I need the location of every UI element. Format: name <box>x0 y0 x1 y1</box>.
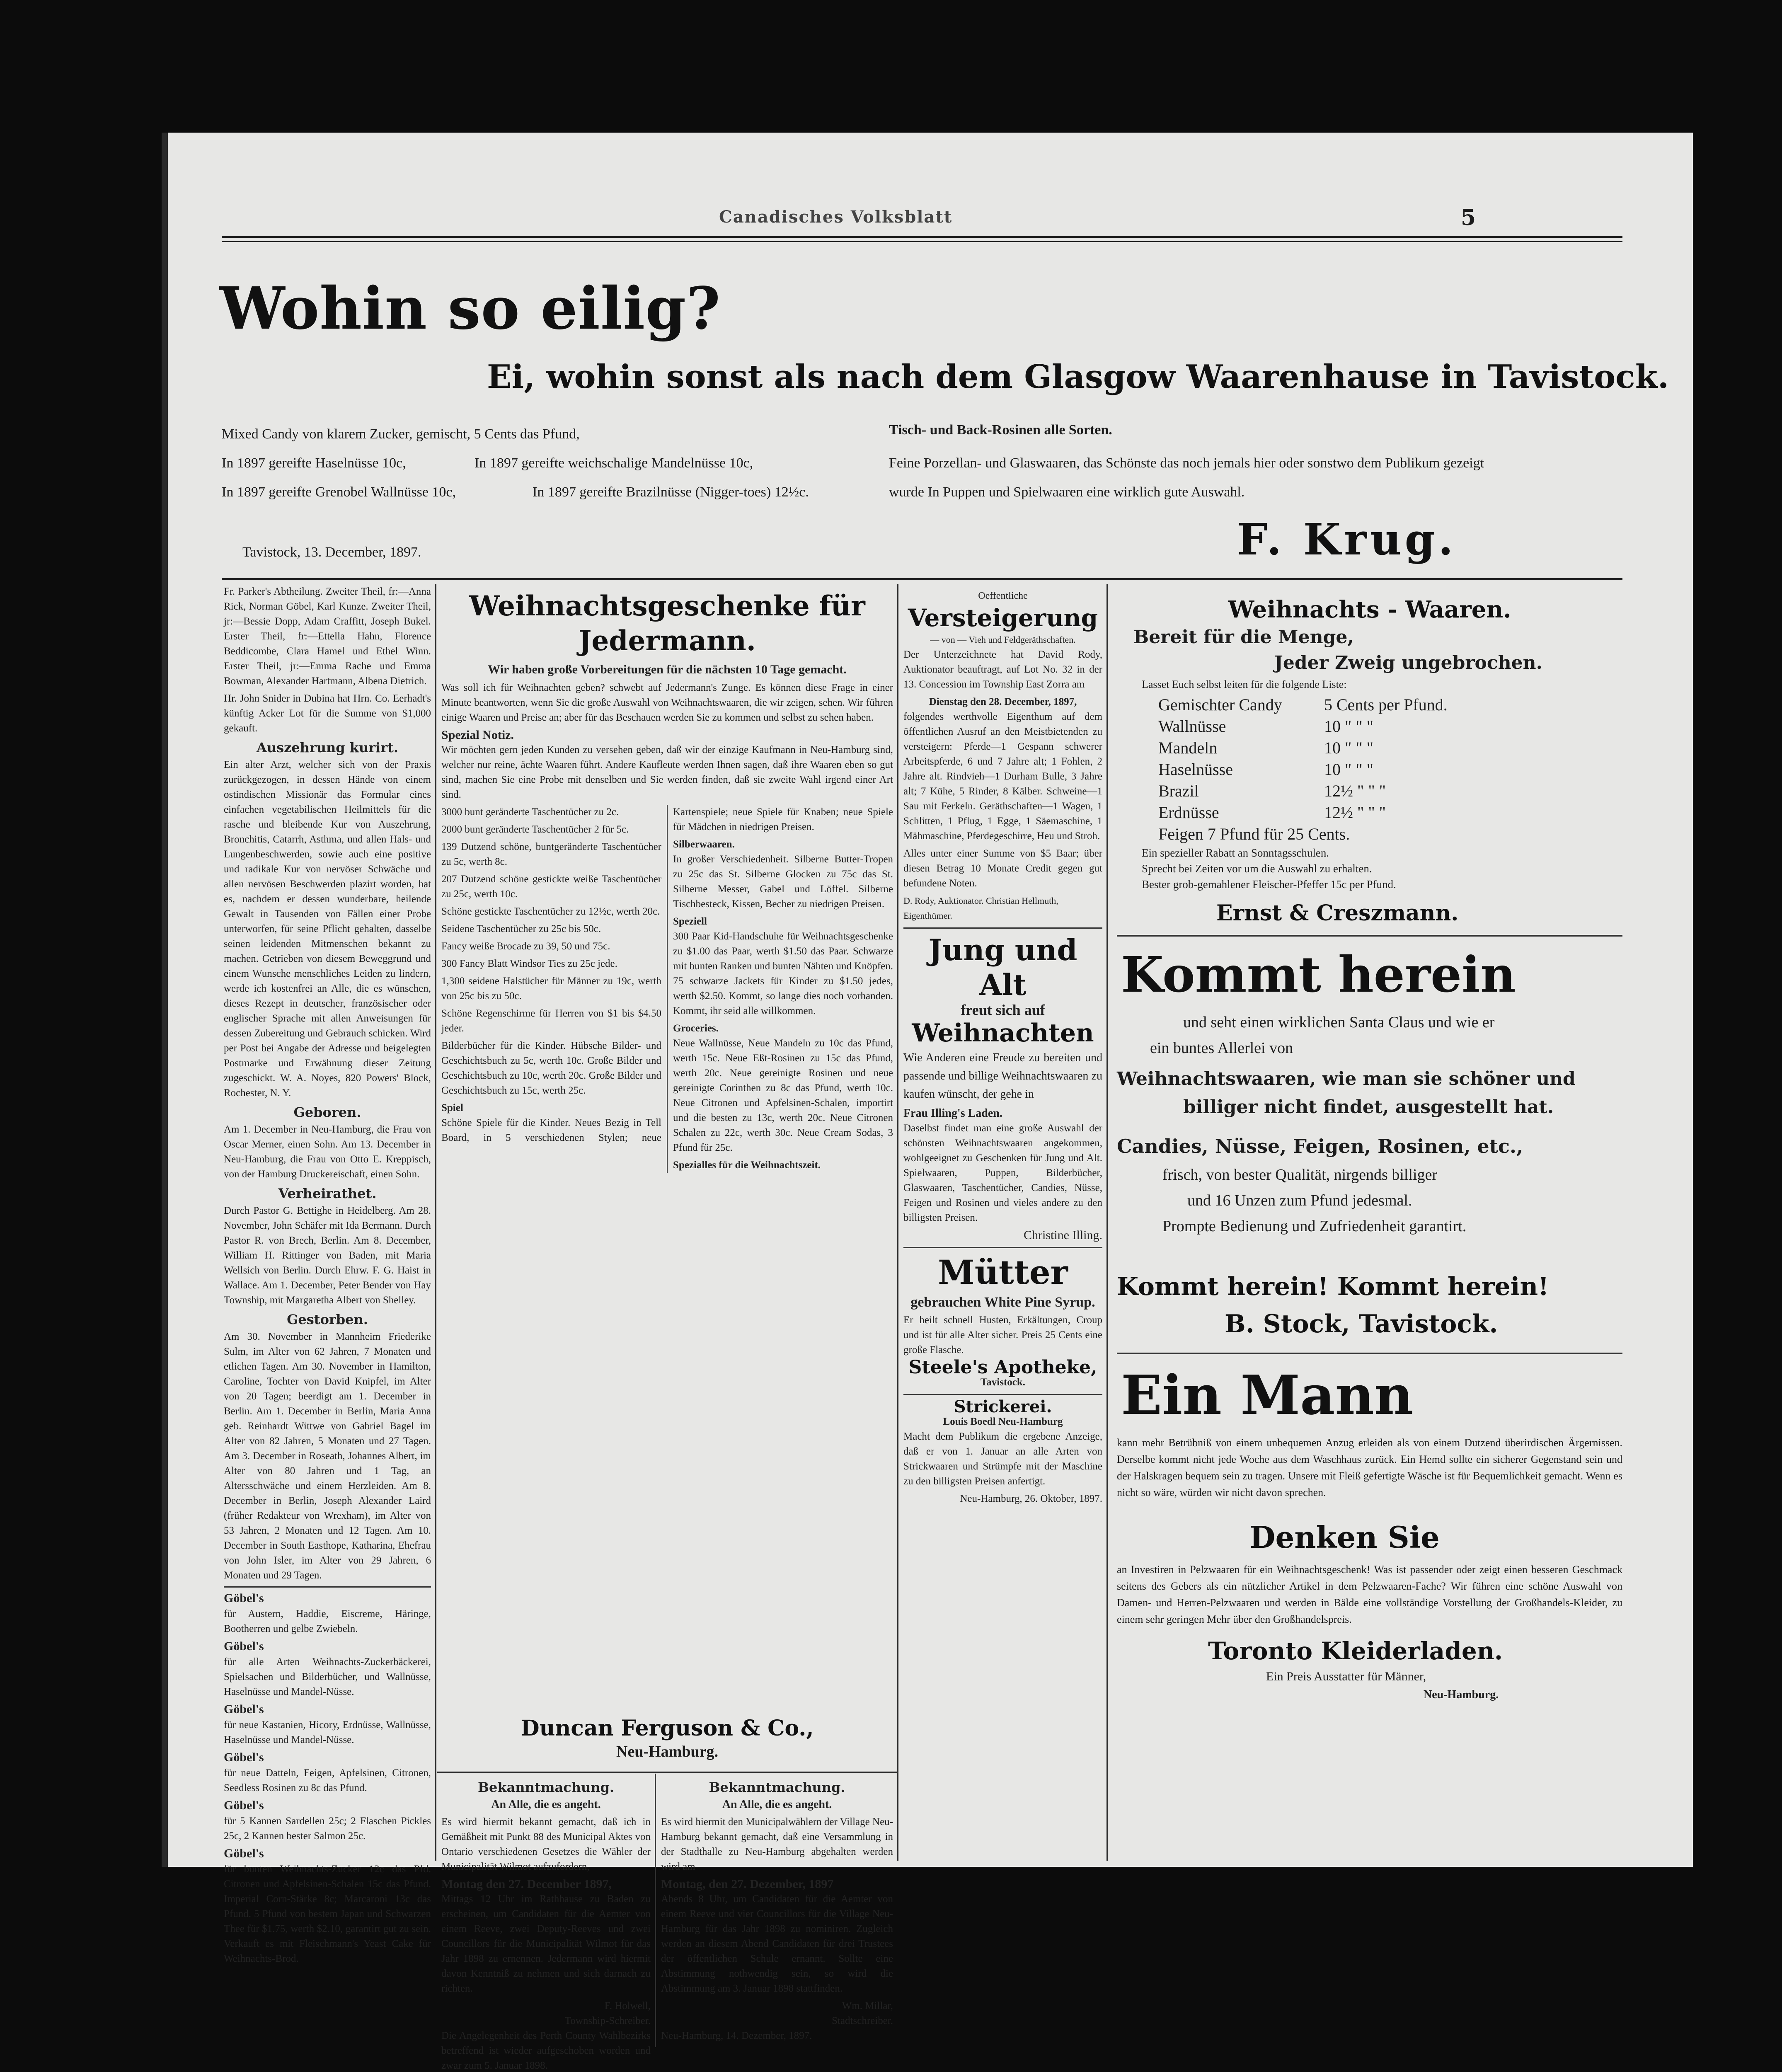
kommt-firm: B. Stock, Tavistock. <box>1225 1310 1498 1339</box>
goebel-name: Göbel's <box>224 1702 264 1716</box>
bekannt-text: Es wird hiermit bekannt gemacht, daß ich in Gemäßheit mit Punkt 88 des Municipal Aktes von Ontario verschiedenen Gesetzes die Wähler der Municipalität Wilmot aufzufordern, <box>441 1816 651 1872</box>
special-text: Wir möchten gern jeden Kunden zu versehen geben, daß wir der einzige Kaufmann in Neu-Hamburg sind, welcher nur reine, ächte Waaren führt. Andere Kaufleute werden Ihnen sagen, daß ihre Waaren eben so gut sind, machen Sie eine Probe mit denselben und Sie werden finden, daß sie zweite Wahl irgend einer Art sind. <box>441 744 893 800</box>
goebel-name: Göbel's <box>224 1798 264 1812</box>
price-item: Haselnüsse <box>1158 760 1233 779</box>
masthead-rule-bottom <box>222 241 1622 242</box>
died-title: Gestorben. <box>287 1312 368 1327</box>
column-4 <box>1117 588 1622 2039</box>
bekannt-text2: Abends 8 Uhr, um Candidaten für die Aemter von einem Reeve und vier Councillors für die Village Neu-Hamburg für das Jahr 1898 zu nominiren. Zugleich werden an diesem Abend Candidaten für drei Trustees der öffentlichen Schule ernannt. Sollte eine Abstimmung nothwendig sein, so wird die Abstimmung am 3. Januar 1898 stattfinden. <box>661 1893 893 1994</box>
price-item: Erdnüsse <box>1158 803 1219 822</box>
goebel-text: für neue Datteln, Feigen, Apfelsinen, Citronen, Seedless Rosinen zu 8c das Pfund. <box>224 1767 431 1794</box>
illing-shop: Frau Illing's Laden. <box>903 1107 1002 1120</box>
spezial2-text: 300 Paar Kid-Handschuhe für Weihnachtsgeschenke zu $1.00 das Paar, werth $1.50 das Paar. Schwarze mit bunten Ranken und bunten Nähten und Knöpfen. 75 schwarze Jackets für Kinder zu $1.50 jedes, werth $2.50. Kommt, so lange dies noch vorhanden. Kommt, ihr seid alle willkommen. <box>673 931 893 1017</box>
masthead-rule-top <box>222 236 1622 238</box>
price-table <box>1158 694 1531 845</box>
bekannt-signer-title: Stadtschreiber. <box>832 2015 893 2026</box>
page-number: 5 <box>1461 205 1476 230</box>
banner-right-line-1: Tisch- und Back-Rosinen alle Sorten. <box>889 422 1112 438</box>
bekanntmachung-2 <box>661 1776 893 2045</box>
kommt-rule-top <box>1117 935 1622 937</box>
cure-title: Auszehrung kurirt. <box>256 740 399 755</box>
toronto-town: Neu-Hamburg. <box>1424 1688 1499 1701</box>
price-item: Schöne Regenschirme für Herren von $1 bis $4.50 jeder. <box>441 1008 661 1034</box>
price-row <box>1158 780 1531 802</box>
kommt-line-4: billiger nicht findet, ausgestellt hat. <box>1183 1097 1554 1118</box>
price-row <box>1158 759 1531 780</box>
price-row <box>1158 802 1531 823</box>
kommt-line-7: und 16 Unzen zum Pfund jedesmal. <box>1187 1192 1412 1209</box>
spezial2-title: Speziell <box>673 916 707 927</box>
column-1 <box>224 584 431 2035</box>
goebel-item <box>224 1702 431 1748</box>
bekannt-text2: Mittags 12 Uhr im Rathhause zu Baden zu erscheinen, um Candidaten für die Aemter von einem Reeve, zwei Deputy-Reeves und zwei Councillors für die Municipalität Wilmot für das Jahr 1898 zu ernennen. Jedermann wird hiermit davon Kenntniß zu nehmen und sich darnach zu richten. <box>441 1893 651 1994</box>
mann-rule-top <box>1117 1353 1622 1354</box>
muetter-text: Er heilt schnell Husten, Erkältungen, Croup und ist für alle Alter sicher. Preis 25 Cents eine große Flasche. <box>903 1314 1102 1356</box>
auction-signers: D. Rody, Auktionator. Christian Hellmuth, Eigenthümer. <box>903 896 1058 921</box>
auction-sub: — von — Vieh und Feldgeräthschaften. <box>930 634 1076 645</box>
strick-names: Louis Boedl Neu-Hamburg <box>943 1416 1063 1427</box>
groceries-title: Groceries. <box>673 1023 719 1034</box>
illing-text: Daselbst findet man eine große Auswahl der schönsten Weihnachtswaaren angekommen, wohlgeeignet zu Geschenken für Jung und Alt. Spielwaaren, Puppen, Bilderbücher, Glaswaaren, Taschentücher, Candies, Nüsse, Feigen und Rosinen und vieles andere zu den billigsten Preisen. <box>903 1123 1102 1223</box>
bekannt-divider <box>655 1774 656 2047</box>
column-divider-1 <box>435 584 436 1861</box>
price-item: Fancy weiße Brocade zu 39, 50 und 75c. <box>441 941 610 952</box>
waaren-line-2: Jeder Zweig ungebrochen. <box>1274 652 1542 673</box>
goebel-text: für neue Kastanien, Hicory, Erdnüsse, Wallnüsse, Haselnüsse und Mandel-Nüsse. <box>224 1719 431 1745</box>
born-text: Am 1. December in Neu-Hamburg, die Frau von Oscar Merner, einen Sohn. Am 13. December in Neu-Hamburg, die Frau von Otto E. Kreppisch, von der Hamburg Druckereischaft, einen Sohn. <box>224 1124 431 1180</box>
waaren-note-3: Bester grob-gemahlener Fleischer-Pfeffer 15c per Pfund. <box>1142 878 1396 891</box>
auction-text: Der Unterzeichnete hat David Rody, Auktionator beauftragt, auf Lot No. 32 in der 13. Concession im Township East Zorra am <box>903 649 1102 690</box>
banner-left-line-1: Mixed Candy von klarem Zucker, gemischt, 5 Cents das Pfund, <box>222 426 580 442</box>
goebel-item <box>224 1639 431 1699</box>
waaren-line-1: Bereit für die Menge, <box>1133 627 1354 648</box>
married-text: Durch Pastor G. Bettighe in Heidelberg. Am 28. November, John Schäfer mit Ida Bermann. Durch Pastor R. von Brech, Berlin. Am 8. December, William H. Rittinger von Baden, mit Maria Wellsich von Berlin. Durch Ehrw. F. G. Haist in Wallace. Am 1. December, Peter Bender von Hay Township, mit Margaretha Albert von Shelley. <box>224 1205 431 1306</box>
bekannt-title: Bekanntmachung. <box>709 1779 845 1795</box>
school-report: Fr. Parker's Abtheilung. Zweiter Theil, fr:—Anna Rick, Norman Göbel, Karl Kunze. Zweiter Theil, jr:—Bessie Dopp, Adam Craffitt, Joseph Bukel. Erster Theil, fr:—Ettella Hahn, Florence Beddicombe, Clara Hamel und Ethel Winn. Erster Theil, jr:—Emma Rache und Emma Bowman, Alexander Hartmann, Albena Dietrich. <box>224 586 431 687</box>
ferguson-intro-text: Was soll ich für Weihnachten geben? schwebt auf Jedermann's Zunge. Es können diese Frage in einer Minute beantworten, wenn Sie die große Auswahl von Weihnachtswaaren, die wir zeigen, sehen. Wir führen einige Waaren und Preise an; aber für das Beschauen werden Sie zu kommen und selbst zu sehen haben. <box>441 682 893 723</box>
masthead-title: Canadisches Volksblatt <box>719 207 953 227</box>
waaren-note-1: Ein spezieller Rabatt an Sonntagsschulen. <box>1142 847 1329 859</box>
toronto-sub: Ein Preis Ausstatter für Männer, <box>1266 1670 1426 1683</box>
auction-terms: Alles unter einer Summe von $5 Baar; über diesen Betrag 10 Monate Credit gegen gut befundene Noten. <box>903 848 1102 889</box>
price-row <box>1158 737 1531 759</box>
price-item: 207 Dutzend schöne gestickte weiße Taschentücher zu 25c, werth 10c. <box>441 874 661 900</box>
price-item: Wallnüsse <box>1158 717 1226 736</box>
auction-items: folgendes werthvolle Eigenthum auf dem öffentlichen Ausruf an den Meistbietenden zu versteigern: Pferde—1 Gespann schwerer Arbeitspferde, 6 und 7 Jahre alt; 1 Fohlen, 2 Jahre alt. Rindvieh—1 Durham Bulle, 3 Jahre alt; 7 Kühe, 5 Rinder, 8 Kälber. Schweine—1 Sau mit Ferkeln. Geräthschaften—1 Wagen, 1 Schlitten, 1 Pflug, 1 Egge, 1 Säemaschine, 1 Mähmaschine, Pferdegeschirre, Heu und Stroh. <box>903 711 1102 842</box>
banner-headline: Wohin so eilig? <box>220 275 721 343</box>
waaren-title: Weihnachts - Waaren. <box>1228 596 1511 623</box>
bekanntmachung-1 <box>441 1776 651 2071</box>
price-item: 3000 bunt geränderte Taschentücher zu 2c. <box>441 806 619 818</box>
bekannt-date: Montag den 27. December 1897, <box>441 1877 612 1891</box>
column-3 <box>903 588 1102 2047</box>
toys-text: Schöne Spiele für die Kinder. Neues Bezig in Tell Board, in 5 verschiedenen Stylen; neue Kartenspiele; neue Spiele für Knaben; neue Spiele für Mädchen in niedrigen Preisen. <box>441 806 893 1143</box>
banner-left-line-4: In 1897 gereifte Grenobel Wallnüsse 10c, <box>222 484 456 500</box>
silver-title: Silberwaaren. <box>673 839 735 850</box>
ferguson-columns <box>441 805 893 1173</box>
strick-footer: Neu-Hamburg, 26. Oktober, 1897. <box>960 1493 1102 1504</box>
goebel-name: Göbel's <box>224 1750 264 1764</box>
price-item: 2000 bunt geränderte Taschentücher 2 für 5c. <box>441 824 629 835</box>
married-title: Verheirathet. <box>278 1186 377 1201</box>
bekannt-footer: Neu-Hamburg, 14. Dezember, 1897. <box>661 2030 812 2041</box>
price-item: Brazil <box>1158 782 1199 800</box>
price-item: 1,300 seidene Halstücher für Männer zu 19c, werth von 25c bis zu 50c. <box>441 975 661 1002</box>
auction-pre: Oeffentliche <box>978 591 1028 601</box>
goebel-item <box>224 1846 431 1966</box>
auction-rule <box>903 927 1102 929</box>
strick-text: Macht dem Publikum die ergebene Anzeige, daß er von 1. Januar an alle Arten von Strickwaaren und Strümpfe mit der Maschine zu den billigsten Preisen anfertigt. <box>903 1431 1102 1487</box>
jung-title-2: Weihnachten <box>912 1019 1094 1048</box>
price-item: Schöne gestickte Taschentücher zu 12½c, werth 20c. <box>441 906 660 917</box>
kommt-line-6: frisch, von bester Qualität, nirgends billiger <box>1162 1166 1438 1184</box>
price-item: 300 Fancy Blatt Windsor Ties zu 25c jede. <box>441 958 617 969</box>
column-divider-3 <box>1106 584 1108 1861</box>
banner-right-line-3: wurde In Puppen und Spielwaaren eine wirklich gute Auswahl. <box>889 484 1245 500</box>
banner-left-line-2: In 1897 gereifte Haselnüsse 10c, <box>222 455 406 471</box>
special-title: Spezial Notiz. <box>441 728 514 742</box>
goebel-text: für bunten Weihnachts-Zucker 12c das Pfd. Citronen und Apfelsinen-Schalen 15c das Pfund. Imperial Corn-Stärke 8c; Marcaroni 13c das Pfund. 5 Pfund von bestem Japan und Schwarzen Thee für $1.75, werth $2.10, garantirt gut zu sein. Verkauft es mit Fleischmann's Yeast Cake für Weihnachts-Brod. <box>224 1864 431 1964</box>
price-row <box>1158 694 1531 716</box>
ferguson-ad <box>441 584 893 1765</box>
kommt-line-1: und seht einen wirklichen Santa Claus und wie er <box>1183 1014 1495 1031</box>
price-value: 12½ " " " <box>1324 803 1386 822</box>
bekannt-text: Es wird hiermit den Municipalwählern der Village Neu-Hamburg bekannt gemacht, daß eine Versammlung in der Stadthalle zu Neu-Hamburg abgehalten werden wird am <box>661 1816 893 1872</box>
strick-title: Strickerei. <box>954 1397 1052 1416</box>
banner-rule <box>222 578 1622 580</box>
kommt-line-2: ein buntes Allerlei von <box>1150 1039 1293 1057</box>
waaren-firm: Ernst & Creszmann. <box>1216 900 1459 926</box>
banner-subheadline: Ei, wohin sonst als nach dem Glasgow Waarenhause in Tavistock. <box>487 358 1669 396</box>
spezial-title: Spezialles für die Weihnachtszeit. <box>673 1159 821 1171</box>
illing-sign: Christine Illing. <box>1024 1228 1102 1242</box>
price-item: Mandeln <box>1158 738 1218 757</box>
waaren-intro: Lasset Euch selbst leiten für die folgende Liste: <box>1142 678 1347 690</box>
goebel-item <box>224 1591 431 1636</box>
banner-right-line-2: Feine Porzellan- und Glaswaaren, das Schönste das noch jemals hier oder sonstwo dem Publikum gezeigt <box>889 455 1484 471</box>
ferguson-town: Neu-Hamburg. <box>616 1743 718 1760</box>
price-value: 10 " " " <box>1324 738 1373 757</box>
price-item: Gemischter Candy <box>1158 695 1282 714</box>
toronto-name: Toronto Kleiderladen. <box>1208 1637 1503 1665</box>
bekannt-signer: F. Holwell, <box>604 2000 651 2011</box>
ferguson-intro: Wir haben große Vorbereitungen für die nächsten 10 Tage gemacht. <box>488 663 847 676</box>
goebel-name: Göbel's <box>224 1639 264 1653</box>
toys-title: Spiel <box>441 1102 463 1113</box>
jung-title: Jung und Alt <box>928 933 1077 1002</box>
kommt-line-3: Weihnachtswaaren, wie man sie schöner und <box>1117 1068 1576 1089</box>
muetter-rule <box>903 1247 1102 1248</box>
goebel-text: für 5 Kannen Sardellen 25c; 2 Flaschen Pickles 25c, 2 Kannen bester Salmon 25c. <box>224 1815 431 1842</box>
bekannt-signer-title: Township-Schreiber. <box>564 2015 651 2026</box>
price-value: 10 " " " <box>1324 717 1373 736</box>
kommt-title: Kommt herein <box>1121 946 1516 1003</box>
auction-title: Versteigerung <box>908 604 1098 632</box>
kommt-line-8: Prompte Bedienung und Zufriedenheit garantirt. <box>1162 1218 1467 1235</box>
feigen-line: Feigen 7 Pfund für 25 Cents. <box>1158 825 1350 843</box>
price-value: 5 Cents per Pfund. <box>1324 695 1448 714</box>
banner-left-line-5: In 1897 gereifte Brazilnüsse (Nigger-toes) 12½c. <box>533 484 809 500</box>
jung-sub: freut sich auf <box>961 1002 1045 1018</box>
ferguson-firm: Duncan Ferguson & Co., <box>521 1716 814 1741</box>
goebel-text: für alle Arten Weihnachts-Zuckerbäckerei, Spielsachen und Bilderbücher, und Wallnüsse, Haselnüsse und Mandel-Nüsse. <box>224 1656 431 1697</box>
apotheke-name: Steele's Apotheke, <box>908 1357 1097 1378</box>
silver-text: In großer Verschiedenheit. Silberne Butter-Tropen zu 25c das St. Silberne Glocken zu 75c das St. Silberne Messer, Gabel und Löffel. Silberne Tischbesteck, Kissen, Becher zu niedrigen Preisen. <box>673 854 893 910</box>
waaren-note-2: Sprecht bei Zeiten vor um die Auswahl zu erhalten. <box>1142 862 1372 875</box>
denken-text: an Investiren in Pelzwaaren für ein Weihnachtsgeschenk! Was ist passender oder zeigt einen besseren Geschmack seitens des Gebers als ein nützlicher Artikel in dem Pelzwaaren-Fache? Wir führen eine schöne Auswahl von Damen- und Herren-Pelzwaaren und werden in Bälde eine vollständige Vorstellung der Großhandels-Kleider, zu einem sehr geringen Mehr über den Großhandelspreis. <box>1117 1564 1622 1625</box>
born-title: Geboren. <box>293 1104 361 1120</box>
mann-text: kann mehr Betrübniß von einem unbequemen Anzug erleiden als von einem Dutzend überirdischen Ärgernissen. Derselbe kommt nicht jede Woche aus dem Waschhaus zurück. Ein Hemd sollte ein sicherer Gegenstand sein und der Halskragen bequem sein zu tragen. Unsere mit Fleiß gefertigte Wäsche ist für Bequemlichkeit gemacht. Wenn es nicht so wäre, würden wir nicht davon sprechen. <box>1117 1437 1622 1498</box>
goebel-item <box>224 1798 431 1844</box>
bekannt-title: Bekanntmachung. <box>477 1779 614 1795</box>
ferguson-title: Weihnachtsgeschenke für Jedermann. <box>469 590 865 657</box>
mann-title: Ein Mann <box>1121 1363 1414 1427</box>
price-row <box>1158 716 1531 737</box>
price-item: 139 Dutzend schöne, buntgeränderte Taschentücher zu 5c, werth 8c. <box>441 841 661 867</box>
denken-title: Denken Sie <box>1249 1520 1440 1555</box>
price-item: Seidene Taschentücher zu 25c bis 50c. <box>441 923 601 934</box>
ferguson-rule <box>437 1772 897 1773</box>
goebel-name: Göbel's <box>224 1847 264 1860</box>
banner-left-line-3: In 1897 gereifte weichschalige Mandelnüsse 10c, <box>475 455 753 471</box>
jung-text: Wie Anderen eine Freude zu bereiten und passende und billige Weihnachtswaaren zu kaufen wünscht, der gehe in <box>903 1051 1102 1101</box>
banner-dateline: Tavistock, 13. December, 1897. <box>242 545 421 560</box>
strick-rule <box>903 1394 1102 1395</box>
bekannt-sub: An Alle, die es angeht. <box>491 1798 601 1811</box>
auction-date: Dienstag den 28. December, 1897, <box>929 696 1077 707</box>
muetter-title: Mütter <box>938 1253 1068 1292</box>
price-value: 12½ " " " <box>1324 782 1386 800</box>
land-notice: Hr. John Snider in Dubina hat Hrn. Co. Eerhadt's künftig Acker Lot für die Summe von $1,000 gekauft. <box>224 693 431 734</box>
apotheke-town: Tavistock. <box>980 1377 1026 1388</box>
price-value: 10 " " " <box>1324 760 1373 779</box>
bekannt-footer: Die Angelegenheit des Perth County Wahlbezirks betreffend ist wieder aufgeschoben worden und zwar zum 5. Januar 1898. <box>441 2030 651 2071</box>
muetter-sub: gebrauchen White Pine Syrup. <box>910 1295 1095 1310</box>
kommt-line-5: Candies, Nüsse, Feigen, Rosinen, etc., <box>1117 1135 1523 1157</box>
bekannt-date: Montag, den 27. Dezember, 1897 <box>661 1877 834 1891</box>
bekannt-sub: An Alle, die es angeht. <box>722 1798 832 1811</box>
groceries-text: Neue Wallnüsse, Neue Mandeln zu 10c das Pfund, werth 15c. Neue Eßt-Rosinen zu 15c das Pfund, werth 20c. Neue gereinigte Rosinen und neue gereinigte Corinthen zu 8c das Pfund, werth 10c. Neue Citronen und Apfelsinen-Schalen, importirt und die besten zu 13c, werth 20c. Neue Citronen Schalen zu 22c, werth 30c. Neue Cream Sodas, 3 Pfund für 25c. <box>673 1038 893 1153</box>
cure-text: Ein alter Arzt, welcher sich von der Praxis zurückgezogen, in dessen Hände von einem ostindischen Missionär das Formular eines einfachen vegetabilischen Heilmittels für die rasche und bleibende Kur von Auszehrung, Bronchitis, Catarrh, Asthma, und allen Hals- und Lungenbeschwerden, sowie auch eine positive und radikale Kur von nervöser Schwäche und allen nervösen Beschwerden plazirt worden, hat es, nachdem er dessen wunderbare, heilende Gewalt in Tausenden von Fällen einer Probe unterworfen, für seine Pflicht gehalten, dasselbe seinen leidenden Mitmenschen bekannt zu machen. Getrieben von diesem Beweggrund und einem Wunsche menschliches Leiden zu lindern, werde ich kostenfrei an Alle, die es wünschen, dieses Rezept in deutscher, französischer oder englischer Sprache mit allen Anweisungen für dessen Zubereitung und Gebrauch schicken. Wird per Post bei Angabe der Adresse und beigelegten Postmarke und Erwähnung dieser Zeitung zugeschickt. W. A. Noyes, 820 Powers' Block, Rochester, N. Y. <box>224 759 431 1099</box>
goebel-text: für Austern, Haddie, Eiscreme, Häringe, Bootherren und gelbe Zwiebeln. <box>224 1608 431 1634</box>
died-text: Am 30. November in Mannheim Friederike Sulm, im Alter von 62 Jahren, 7 Monaten und etlichen Tagen. Am 30. November in Hamilton, Caroline, Tochter von David Knipfel, im Alter von 20 Tagen; beerdigt am 1. December in Berlin. Am 1. December in Berlin, Maria Anna geb. Reinhardt Wittwe von Gabriel Bagel im Alter von 82 Jahren, 5 Monaten und 27 Tagen. Am 3. December in Roseath, Johannes Albert, im Alter von 80 Jahren und 1 Tag, an Altersschwäche und einem Herzleiden. Am 8. December in Berlin, Joseph Alexander Laird (früher Redakteur von Wrexham), im Alter von 53 Jahren, 2 Monaten und 12 Tagen. Am 10. December in South Easthope, Katharina, Ehefrau von John Isler, im Alter von 29 Jahren, 6 Monaten und 29 Tagen. <box>224 1331 431 1581</box>
bekannt-signer: Wm. Millar, <box>842 2000 893 2011</box>
goebel-rule <box>224 1586 431 1588</box>
column-divider-2 <box>897 584 898 1861</box>
banner-signature: F. Krug. <box>1237 514 1457 565</box>
books-text: Bilderbücher für die Kinder. Hübsche Bilder- und Geschichtsbuch zu 5c, werth 10c. Große Bilder und Geschichtsbuch zu 10c, werth 20c. Große Bilder und Geschichtsbuch zu 15c, werth 25c. <box>441 1040 661 1096</box>
newspaper-page <box>168 133 1693 2071</box>
goebel-item <box>224 1750 431 1796</box>
kommt-cta: Kommt herein! Kommt herein! <box>1117 1272 1549 1301</box>
goebel-name: Göbel's <box>224 1591 264 1605</box>
